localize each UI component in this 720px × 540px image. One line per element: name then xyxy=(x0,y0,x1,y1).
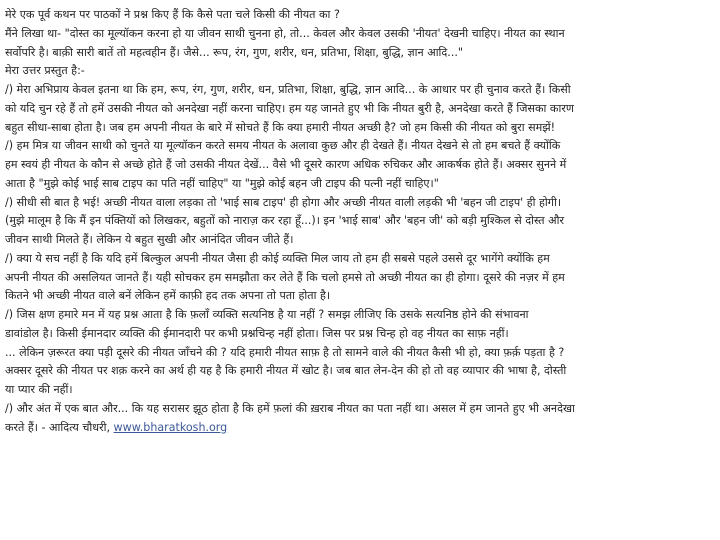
text-line: सर्वोपरि है। बाक़ी सारी बातें तो महत्वहीन हैं। जैसे... रूप, रंग, गुण, शरीर, धन, प्रतिभा, शिक्षा, बुद्धि, ज्ञान आदि..." xyxy=(5,45,463,59)
text-line: /) क्या ये सच नहीं है कि यदि हमें बिल्कुल अपनी नीयत जैसा ही कोई व्यक्ति मिल जाय तो हम ही सबसे पहले उससे दूर भागेंगे क्योंकि हम xyxy=(5,251,550,265)
website-link[interactable]: www.bharatkosh.org xyxy=(113,420,228,434)
text-line: /) जिस क्षण हमारे मन में यह प्रश्न आता है कि फ़लाँ व्यक्ति सत्यनिष्ठ है या नहीं ? समझ लीजिए कि उसके सत्यनिष्ठ होने की संभावना xyxy=(5,308,529,321)
document-body xyxy=(5,6,713,437)
text-line: (मुझे मालूम है कि मैं इन पंक्तियों को लिखकर, बहुतों को नाराज़ कर रहा हूँ...)। इन 'भाई साब' और 'बहन जी' को बड़ी मुश्किल से दोस्त और xyxy=(5,214,565,228)
signature-line xyxy=(5,419,713,438)
text-line: /) और अंत में एक बात और... कि यह सरासर झूठ होता है कि हमें फ़लां की ख़राब नीयत का पता नहीं था। असल में हम जानते हुए भी अनदेखा xyxy=(5,401,575,415)
text-line: मेरा उत्तर प्रस्तुत है:- xyxy=(5,64,85,78)
text-line: अपनी नीयत की असलियत जानते हैं। यही सोचकर हम समझौता कर लेते हैं कि चलो हमसे तो अच्छी नीयत का ही होगा। दूसरे की नज़र में हम xyxy=(5,270,565,284)
text-line: कितने भी अच्छी नीयत वाले बनें लेकिन हमें काफ़ी हद तक अपना तो पता होता है। xyxy=(5,289,331,303)
text-line: /) हम मित्र या जीवन साथी को चुनते या मूल्यॉकन करते समय नीयत के अलावा कुछ और ही देखते हैं। नीयत देखने से तो हम बचते हैं क्योंकि xyxy=(5,139,561,153)
text-line: डावांडोल है। किसी ईमानदार व्यक्ति की ईमानदारी पर कभी प्रश्नचिन्ह नहीं होता। जिस पर प्रश्न चिन्ह हो वह नीयत का साफ़ नहीं। xyxy=(5,326,509,340)
text-line: ... लेकिन ज़रूरत क्या पड़ी दूसरे की नीयत जाँचने की ? यदि हमारी नीयत साफ़ है तो सामने वाले की नीयत कैसी भी हो, क्या फ़र्क़ पड़ता है ? xyxy=(5,345,565,359)
text-line: आता है "मुझे कोई भाई साब टाइप का पति नहीं चाहिए" या "मुझे कोई बहन जी टाइप की पत्नी नहीं चाहिए।" xyxy=(5,176,439,190)
signature-text: करते हैं। - आदित्य चौधरी, xyxy=(5,420,114,434)
text-line: /) सीधी सी बात है भई! अच्छी नीयत वाला लड़का तो 'भाई साब टाइप' ही होगा और अच्छी नीयत वाली लड़की भी 'बहन जी टाइप' ही होगी। xyxy=(5,195,562,209)
text-line: को यदि चुन रहे हैं तो हमें उसकी नीयत को अनदेखा नहीं करना चाहिए। हम यह जानते हुए भी कि नीयत बुरी है, अनदेखा करते हैं जिसका कारण xyxy=(5,101,574,115)
text-line: हम स्वयं ही नीयत के कौन से अच्छे होते हैं जो उसकी नीयत देखें... वैसे भी दूसरे कारण अधिक रुचिकर और आकर्षक होते हैं। अक्सर सुनने में xyxy=(5,158,567,171)
text-line: अक्सर दूसरे की नीयत पर शक़ करने का अर्थ ही यह है कि हमारी नीयत में खोट है। जब बात लेन-देन की हो तो वह व्यापार की भाषा है, दोस्ती xyxy=(5,364,567,378)
text-line: /) मेरा अभिप्राय केवल इतना था कि हम, रूप, रंग, गुण, शरीर, धन, प्रतिभा, शिक्षा, बुद्धि, ज्ञान आदि... के आधार पर ही चुनाव करते हैं। किसी xyxy=(5,83,571,96)
text-line: बहुत सीधा-साबा होता है। जब हम अपनी नीयत के बारे में सोचते हैं कि क्या हमारी नीयत अच्छी है? जो हम किसी की नीयत को बुरा समझें! xyxy=(5,120,556,134)
text-line: मैंने लिखा था- "दोस्त का मूल्यॉकन करना हो या जीवन साथी चुनना हो, तो... केवल और केवल उसकी 'नीयत' देखनी चाहिए। नीयत का स्थान xyxy=(5,26,565,40)
text-line: जीवन साथी मिलते हैं। लेकिन ये बहुत सुखी और आनंदित जीवन जीते हैं। xyxy=(5,233,294,246)
text-line: मेरे एक पूर्व कथन पर पाठकों ने प्रश्न किए हैं कि कैसे पता चले किसी की नीयत का ? xyxy=(5,8,340,21)
text-line: या प्यार की नहीं। xyxy=(5,383,73,396)
